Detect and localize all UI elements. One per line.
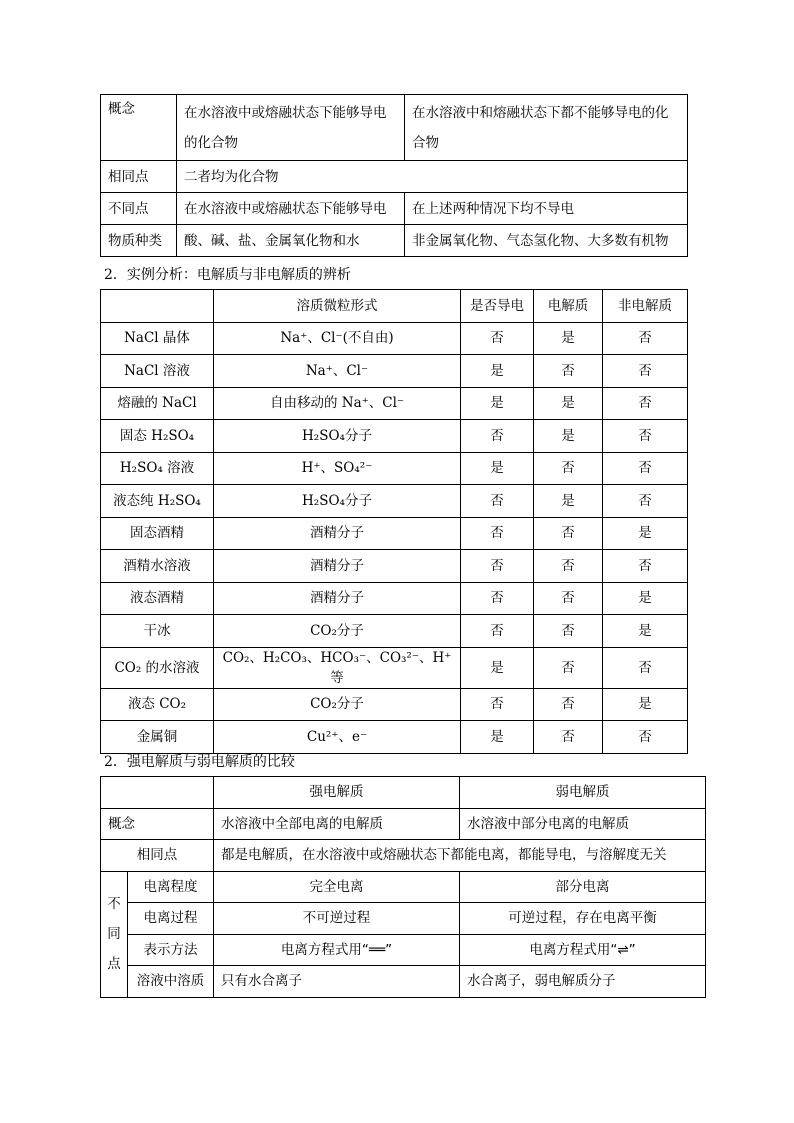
example-rows [101,322,688,753]
conduct-cell: 是 [461,452,534,485]
table-header-row [101,290,688,323]
electrolyte-cell: 否 [534,582,603,615]
electrolyte-cell: 否 [534,688,603,721]
conduct-cell: 否 [461,420,534,453]
electrolyte-comparison-table [100,94,688,257]
nonelectrolyte-cell: 否 [603,452,688,485]
table-row [101,322,688,355]
conduct-cell: 否 [461,688,534,721]
particles-cell: H⁺、SO₄²⁻ [214,452,461,485]
nonelectrolyte-cell: 否 [603,647,688,688]
electrolyte-cell: 否 [534,647,603,688]
aspect-cell: 溶液中溶质 [128,966,214,998]
particles-cell: 自由移动的 Na⁺、Cl⁻ [214,387,461,420]
substance-cell: NaCl 晶体 [101,322,214,355]
table-row [101,193,688,225]
substance-cell: 固态 H₂SO₄ [101,420,214,453]
row-label: 物质种类 [101,225,177,257]
strong-weak-comparison-table [100,776,706,998]
weak-cell: 部分电离 [460,871,706,903]
table-row [101,871,706,903]
weak-cell: 水溶液中部分电离的电解质 [460,808,706,840]
conduct-cell: 否 [461,582,534,615]
section-heading: 2．强电解质与弱电解质的比较 [104,754,295,770]
column-header [101,290,214,323]
table-row [101,966,706,998]
particles-cell: Na⁺、Cl⁻ [214,355,461,388]
table-row [101,355,688,388]
conduct-cell: 否 [461,485,534,518]
row-label: 相同点 [101,161,177,193]
particles-cell: CO₂、H₂CO₃、HCO₃⁻、CO₃²⁻、H⁺等 [214,647,461,688]
table-row [101,161,688,193]
particles-cell: 酒精分子 [214,582,461,615]
substance-cell: 液态 CO₂ [101,688,214,721]
strong-cell: 不可逆过程 [214,903,460,935]
substance-cell: NaCl 溶液 [101,355,214,388]
example-analysis-table [100,289,688,754]
table-row [101,808,706,840]
electrolyte-cell: 否 [534,355,603,388]
weak-cell: 可逆过程，存在电离平衡 [460,903,706,935]
row-label: 概念 [101,95,177,161]
blank-header [101,777,214,809]
table-row [101,582,688,615]
table-row [101,647,688,688]
row-label: 相同点 [101,840,214,872]
column-header: 溶质微粒形式 [214,290,461,323]
substance-cell: 酒精水溶液 [101,550,214,583]
nonelectrolyte-cell: 否 [603,550,688,583]
table-row [101,934,706,966]
conduct-cell: 否 [461,615,534,648]
strong-cell: 完全电离 [214,871,460,903]
electrolyte-cell: 是 [534,420,603,453]
table-row [101,517,688,550]
nonelectrolyte-cell: 是 [603,688,688,721]
particles-cell: Cu²⁺、e⁻ [214,721,461,754]
substance-cell: CO₂ 的水溶液 [101,647,214,688]
nonelectrolyte-cell: 否 [603,322,688,355]
nonelectrolyte-cell: 否 [603,485,688,518]
row-label: 不同点 [101,193,177,225]
substance-cell: 熔融的 NaCl [101,387,214,420]
column-header: 强电解质 [214,777,460,809]
substance-cell: 金属铜 [101,721,214,754]
particles-cell: 酒精分子 [214,550,461,583]
column-header: 弱电解质 [460,777,706,809]
common-cell: 都是电解质，在水溶液中或熔融状态下都能电离，都能导电，与溶解度无关 [214,840,706,872]
particles-cell: 酒精分子 [214,517,461,550]
table-row [101,840,706,872]
table-row [101,615,688,648]
nonelectrolyte-cell: 非金属氧化物、气态氢化物、大多数有机物 [405,225,688,257]
strong-cell: 电离方程式用“══” [214,934,460,966]
electrolyte-cell: 否 [534,517,603,550]
nonelectrolyte-cell: 在水溶液中和熔融状态下都不能够导电的化合物 [405,95,688,161]
row-label: 概念 [101,808,214,840]
table-row [101,485,688,518]
substance-cell: 液态纯 H₂SO₄ [101,485,214,518]
difference-label-char: 点 [107,956,121,972]
particles-cell: H₂SO₄分子 [214,420,461,453]
aspect-cell: 表示方法 [128,934,214,966]
column-header: 电解质 [534,290,603,323]
table-row [101,420,688,453]
nonelectrolyte-cell: 否 [603,721,688,754]
nonelectrolyte-cell: 是 [603,582,688,615]
conduct-cell: 是 [461,647,534,688]
nonelectrolyte-cell: 是 [603,517,688,550]
conduct-cell: 否 [461,322,534,355]
table-header-row [101,777,706,809]
electrolyte-cell: 否 [534,721,603,754]
particles-cell: CO₂分子 [214,688,461,721]
conduct-cell: 否 [461,550,534,583]
substance-cell: 干冰 [101,615,214,648]
weak-cell: 水合离子，弱电解质分子 [460,966,706,998]
electrolyte-cell: 是 [534,485,603,518]
electrolyte-cell: 在水溶液中或熔融状态下能够导电 [177,193,405,225]
electrolyte-cell: 在水溶液中或熔融状态下能够导电的化合物 [177,95,405,161]
common-cell: 二者均为化合物 [177,161,688,193]
electrolyte-cell: 酸、碱、盐、金属氧化物和水 [177,225,405,257]
column-header: 非电解质 [603,290,688,323]
table-row [101,387,688,420]
strong-cell: 水溶液中全部电离的电解质 [214,808,460,840]
electrolyte-cell: 是 [534,322,603,355]
nonelectrolyte-cell: 否 [603,420,688,453]
particles-cell: Na⁺、Cl⁻(不自由) [214,322,461,355]
difference-label-char: 同 [107,926,121,942]
substance-cell: H₂SO₄ 溶液 [101,452,214,485]
conduct-cell: 否 [461,517,534,550]
weak-cell: 电离方程式用“⇌” [460,934,706,966]
particles-cell: H₂SO₄分子 [214,485,461,518]
nonelectrolyte-cell: 是 [603,615,688,648]
electrolyte-cell: 否 [534,615,603,648]
table-row [101,95,688,161]
electrolyte-cell: 是 [534,387,603,420]
strong-cell: 只有水合离子 [214,966,460,998]
difference-label [101,871,128,997]
table-row [101,550,688,583]
section-heading: 2．实例分析：电解质与非电解质的辨析 [104,267,351,283]
electrolyte-cell: 否 [534,452,603,485]
column-header: 是否导电 [461,290,534,323]
conduct-cell: 是 [461,387,534,420]
nonelectrolyte-cell: 在上述两种情况下均不导电 [405,193,688,225]
electrolyte-cell: 否 [534,550,603,583]
nonelectrolyte-cell: 否 [603,355,688,388]
conduct-cell: 是 [461,721,534,754]
particles-cell: CO₂分子 [214,615,461,648]
difference-label-char: 不 [107,896,121,912]
table-row [101,688,688,721]
aspect-cell: 电离程度 [128,871,214,903]
aspect-cell: 电离过程 [128,903,214,935]
table-row [101,225,688,257]
conduct-cell: 是 [461,355,534,388]
substance-cell: 液态酒精 [101,582,214,615]
table-row [101,452,688,485]
substance-cell: 固态酒精 [101,517,214,550]
table-row [101,721,688,754]
table-row [101,903,706,935]
nonelectrolyte-cell: 否 [603,387,688,420]
